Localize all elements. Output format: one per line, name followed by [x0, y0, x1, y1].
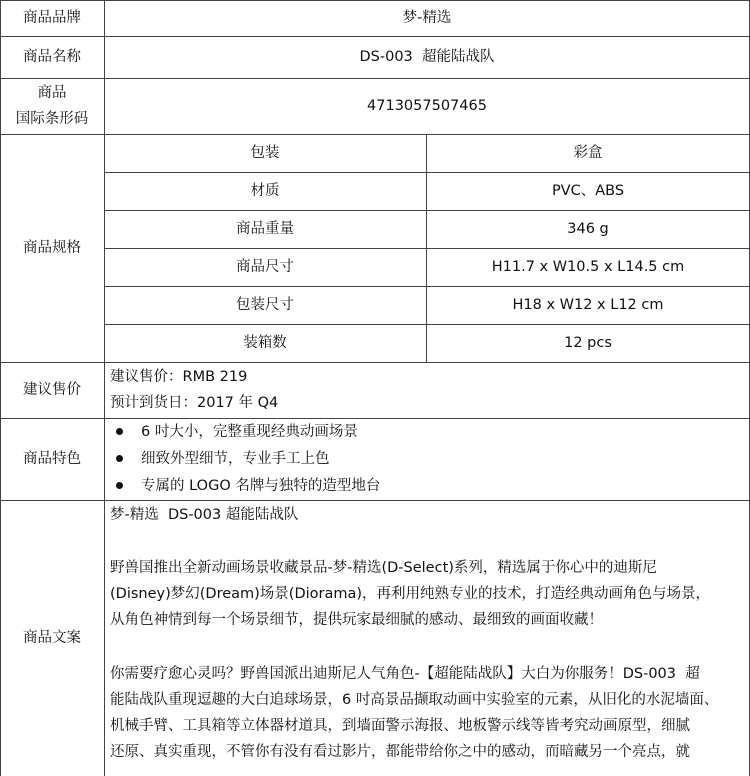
bullet-icon	[116, 482, 123, 489]
name-value: DS-003 超能陆战队	[359, 49, 495, 65]
feature-item: 细致外型细节，专业手工上色	[141, 451, 330, 467]
features-label: 商品特色	[23, 451, 81, 467]
row-divider	[0, 418, 750, 419]
brand-value: 梦-精选	[402, 10, 452, 26]
specs-label: 商品规格	[23, 240, 81, 256]
copy-paragraph-line: (Disney)梦幻(Dream)场景(Diorama)，再利用纯熟专业的技术，打造经典动画角色与场景，	[110, 586, 711, 602]
spec-key: 商品重量	[236, 221, 294, 237]
copy-paragraph-line: 野兽国推出全新动画场景收藏景品-梦-精选(D-Select)系列，精选属于你心中的迪斯尼	[110, 560, 657, 576]
arrival-date: 预计到货日：2017 年 Q4	[110, 395, 279, 411]
copy-paragraph-line: 能陆战队重现逗趣的大白追球场景，6 吋高景品撷取动画中实验室的元素，从旧化的水泥墙面、	[110, 692, 719, 708]
copy-paragraph-line: 从角色神情到每一个场景细节，提供玩家最细腻的感动、最细致的画面收藏！	[110, 612, 603, 628]
spec-value: H18 x W12 x L12 cm	[512, 297, 664, 313]
copy-paragraph-line: 机械手臂、工具箱等立体器材道具，到墙面警示海报、地板警示线等皆考究动画原型，细腻	[110, 718, 690, 734]
spec-key: 包装尺寸	[236, 297, 294, 313]
feature-item: 专属的 LOGO 名牌与独特的造型地台	[141, 478, 381, 494]
spec-value: 12 pcs	[564, 335, 612, 351]
copy-paragraph-line: 你需要疗愈心灵吗？野兽国派出迪斯尼人气角色-【超能陆战队】大白为你服务！DS-003 超	[110, 666, 700, 682]
spec-key: 包装	[250, 145, 280, 161]
feature-item: 6 吋大小，完整重现经典动画场景	[141, 424, 358, 440]
price-suggested: 建议售价：RMB 219	[110, 369, 248, 385]
spec-key: 材质	[250, 183, 280, 199]
price-label: 建议售价	[23, 382, 81, 398]
row-divider	[0, 500, 750, 501]
copy-title: 梦-精选 DS-003 超能陆战队	[110, 507, 299, 523]
spec-key: 装箱数	[243, 335, 287, 351]
bullet-icon	[116, 428, 123, 435]
spec-value: H11.7 x W10.5 x L14.5 cm	[491, 259, 685, 275]
barcode-value: 4713057507465	[367, 98, 487, 114]
row-divider	[0, 362, 750, 363]
spec-value: 346 g	[567, 221, 609, 237]
spec-value: PVC、ABS	[551, 183, 625, 199]
copy-paragraph-line: 还原、真实重现，不管你有没有看过影片，都能带给你之中的感动，而暗藏另一个亮点，就	[110, 744, 690, 760]
spec-value: 彩盒	[573, 145, 603, 161]
name-label: 商品名称	[23, 49, 81, 65]
spec-key: 商品尺寸	[236, 259, 294, 275]
brand-label: 商品品牌	[23, 10, 81, 26]
barcode-label: 商品 国际条形码	[15, 85, 89, 127]
copy-label: 商品文案	[23, 630, 81, 646]
bullet-icon	[116, 455, 123, 462]
